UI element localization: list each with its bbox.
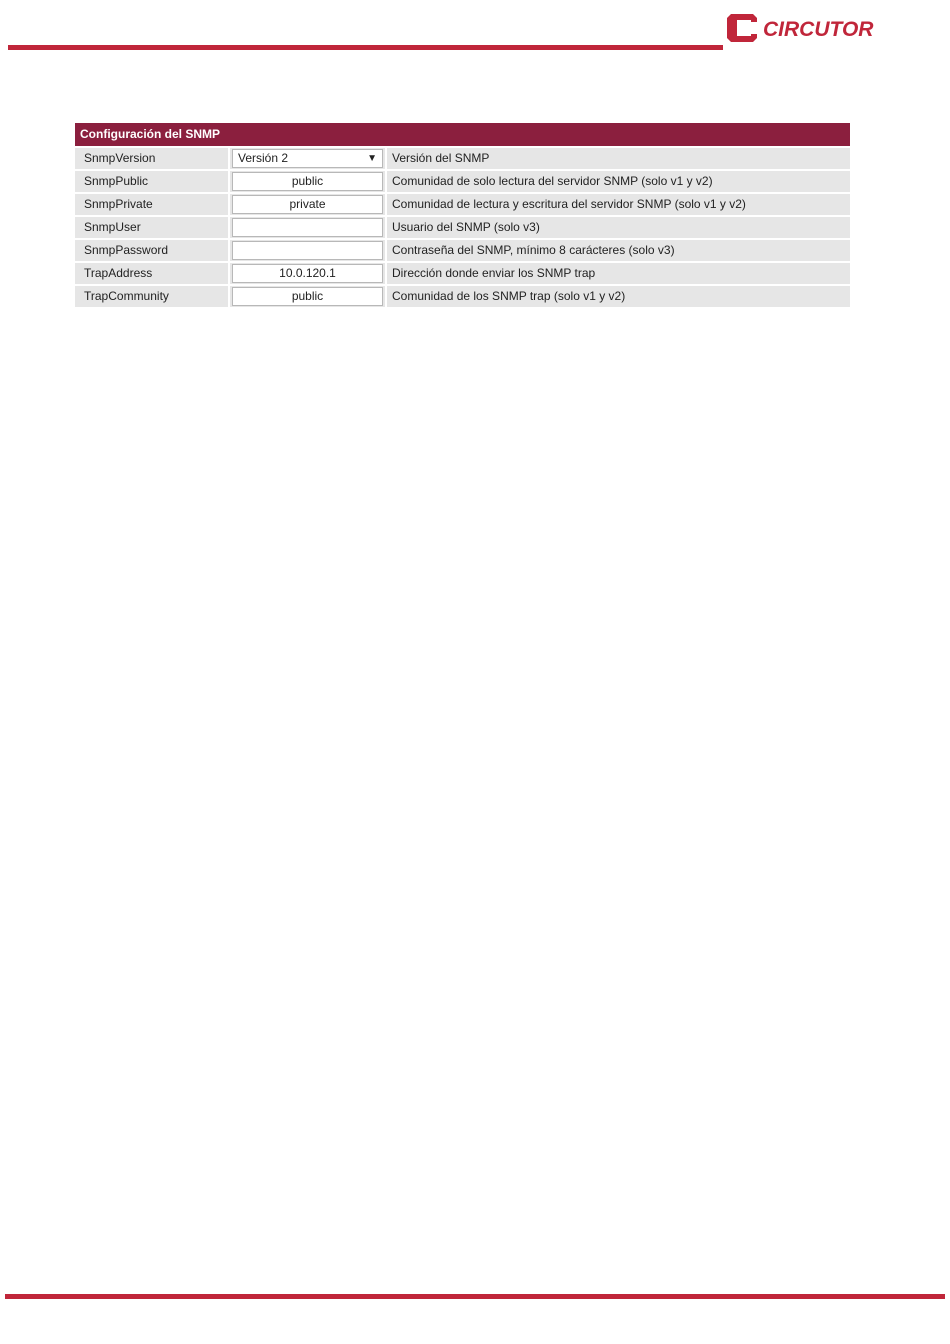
snmp-config-panel (75, 123, 850, 309)
header-rule (8, 45, 723, 50)
row-snmp-public (75, 171, 850, 192)
snmp-user-input[interactable] (232, 218, 383, 237)
field-description: Dirección donde enviar los SNMP trap (387, 263, 850, 284)
snmp-private-input[interactable]: private (232, 195, 383, 214)
row-snmp-private (75, 194, 850, 215)
trap-community-input[interactable]: public (232, 287, 383, 306)
footer-rule (5, 1294, 945, 1299)
field-label: SnmpVersion (75, 148, 228, 169)
field-label: SnmpPassword (75, 240, 228, 261)
field-description: Comunidad de solo lectura del servidor SNMP (solo v1 y v2) (387, 171, 850, 192)
field-label: SnmpUser (75, 217, 228, 238)
select-value: Versión 2 (238, 151, 289, 165)
row-snmp-user (75, 217, 850, 238)
field-label: SnmpPublic (75, 171, 228, 192)
field-description: Contraseña del SNMP, mínimo 8 carácteres (solo v3) (387, 240, 850, 261)
field-description: Usuario del SNMP (solo v3) (387, 217, 850, 238)
field-description: Comunidad de lectura y escritura del servidor SNMP (solo v1 y v2) (387, 194, 850, 215)
trap-address-input[interactable]: 10.0.120.1 (232, 264, 383, 283)
dropdown-arrow-icon: ▼ (367, 153, 377, 164)
snmp-password-input[interactable] (232, 241, 383, 260)
field-label: SnmpPrivate (75, 194, 228, 215)
field-label: TrapAddress (75, 263, 228, 284)
panel-title: Configuración del SNMP (75, 123, 850, 146)
row-snmp-password (75, 240, 850, 261)
field-label: TrapCommunity (75, 286, 228, 307)
row-trap-address (75, 263, 850, 284)
snmp-public-input[interactable]: public (232, 172, 383, 191)
row-trap-community (75, 286, 850, 307)
field-description: Comunidad de los SNMP trap (solo v1 y v2) (387, 286, 850, 307)
logo-text: CIRCUTOR (763, 18, 874, 41)
snmp-version-select[interactable] (232, 149, 383, 168)
field-description: Versión del SNMP (387, 148, 850, 169)
row-snmp-version (75, 148, 850, 169)
circutor-logo (727, 10, 907, 46)
